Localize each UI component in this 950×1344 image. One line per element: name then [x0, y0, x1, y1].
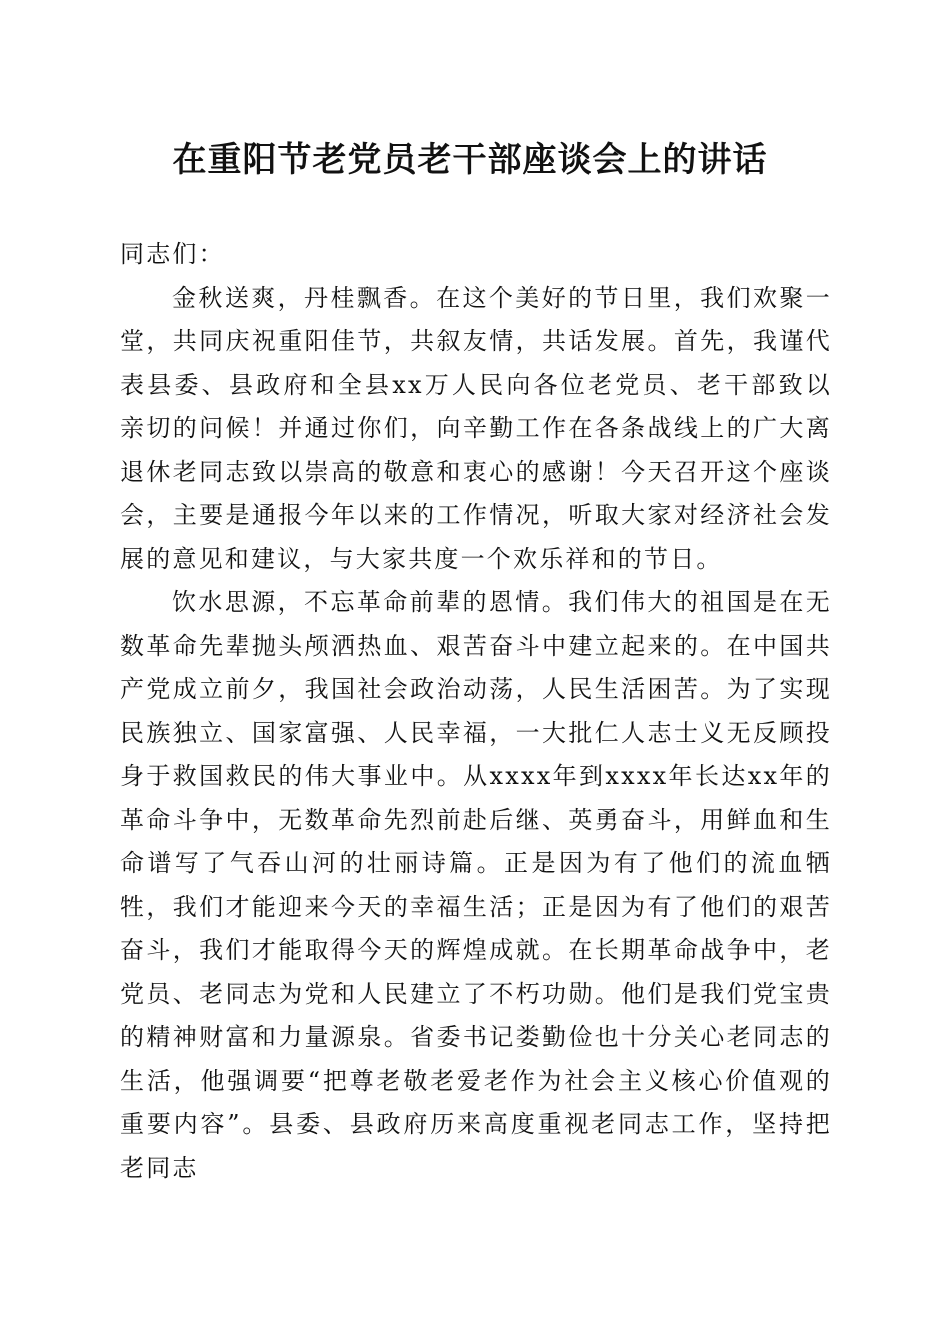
document-body [120, 233, 832, 1190]
document-title: 在重阳节老党员老干部座谈会上的讲话 [172, 140, 768, 180]
salutation: 同志们： [120, 240, 225, 268]
paragraph-1: 金秋送爽，丹桂飘香。在这个美好的节日里，我们欢聚一堂，共同庆祝重阳佳节，共叙友情，共话发展。首先，我谨代表县委、县政府和全县xx万人民向各位老党员、老干部致以亲切的问候！并通过你们，向辛勤工作在各条战线上的广大离退休老同志致以崇高的敬意和衷心的感谢！今天召开这个座谈会，主要是通报今年以来的工作情况，听取大家对经济社会发展的意见和建议，与大家共度一个欢乐祥和的节日。 [120, 283, 832, 573]
paragraph-2: 饮水思源，不忘革命前辈的恩情。我们伟大的祖国是在无数革命先辈抛头颅洒热血、艰苦奋斗中建立起来的。在中国共产党成立前夕，我国社会政治动荡，人民生活困苦。为了实现民族独立、国家富强、人民幸福，一大批仁人志士义无反顾投身于救国救民的伟大事业中。从xxxx年到xxxx年长达xx年的革命斗争中，无数革命先烈前赴后继、英勇奋斗，用鲜血和生命谱写了气吞山河的壮丽诗篇。正是因为有了他们的流血牺牲，我们才能迎来今天的幸福生活；正是因为有了他们的艰苦奋斗，我们才能取得今天的辉煌成就。在长期革命战争中，老党员、老同志为党和人民建立了不朽功勋。他们是我们党宝贵的精神财富和力量源泉。省委书记娄勤俭也十分关心老同志的生活，他强调要“把尊老敬老爱老作为社会主义核心价值观的重要内容”。县委、县政府历来高度重视老同志工作，坚持把老同志 [120, 588, 832, 1182]
